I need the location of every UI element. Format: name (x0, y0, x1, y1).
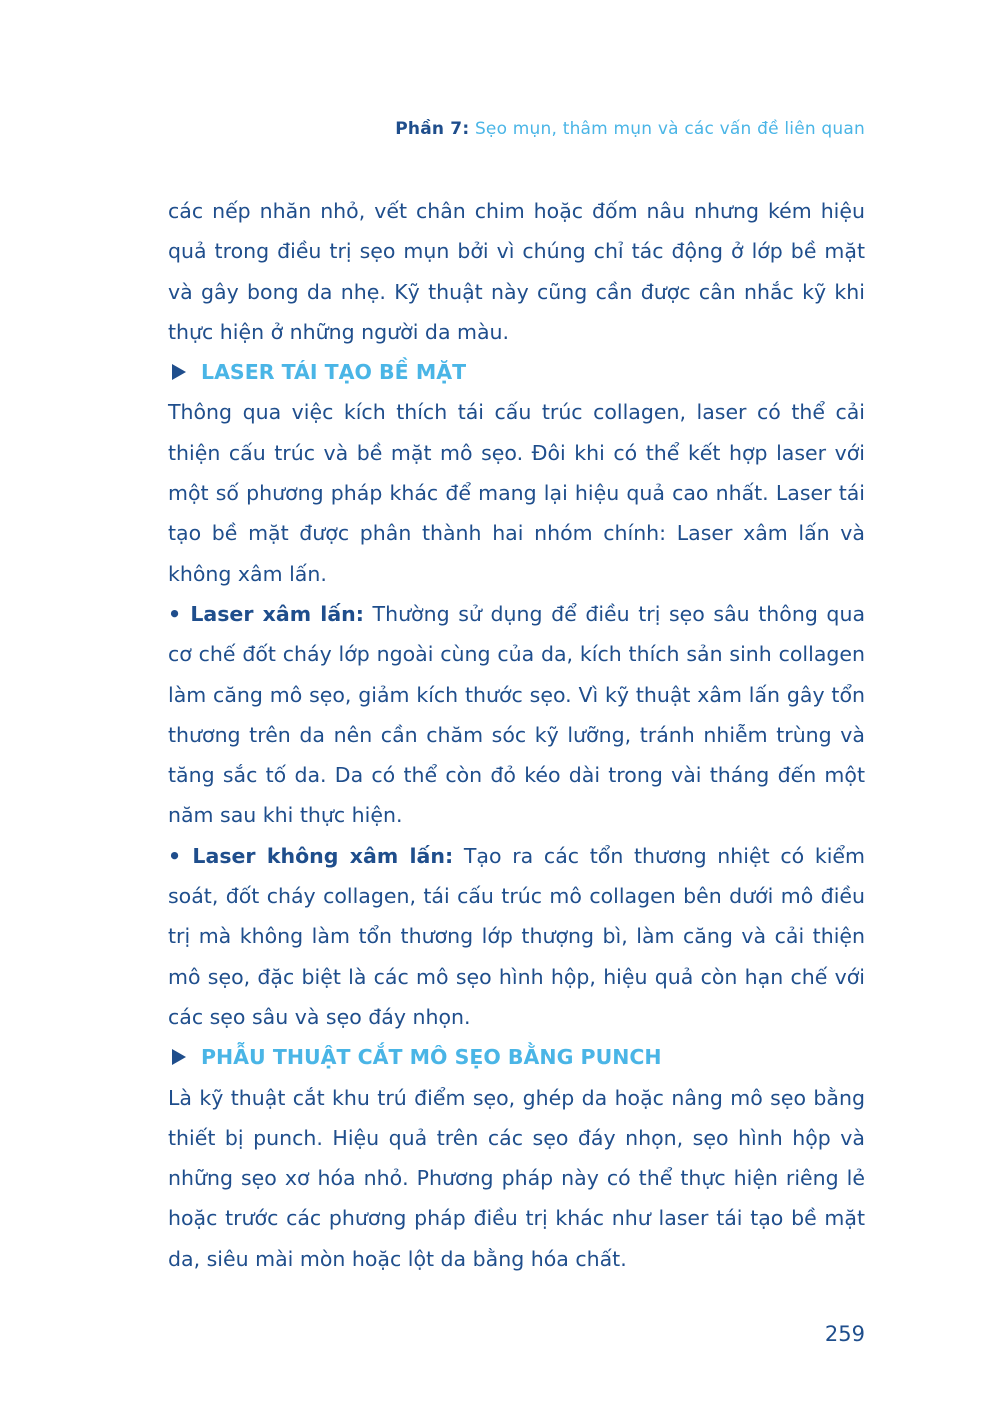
punch-excision-paragraph: Là kỹ thuật cắt khu trú điểm sẹo, ghép da hoặc nâng mô sẹo bằng thiết bị punch. Hiệu quả trên các sẹo đáy nhọn, sẹo hình hộp và những sẹo xơ hóa nhỏ. Phương pháp này có thể thực hiện riêng lẻ hoặc trước các phương pháp điều trị khác như laser tái tạo bề mặt da, siêu mài mòn hoặc lột da bằng hóa chất. (168, 1085, 865, 1271)
intro-paragraph: các nếp nhăn nhỏ, vết chân chim hoặc đốm nâu nhưng kém hiệu quả trong điều trị sẹo mụn bởi vì chúng chỉ tác động ở lớp bề mặt và gây bong da nhẹ. Kỹ thuật này cũng cần được cân nhắc kỹ khi thực hiện ở những người da màu. (168, 199, 865, 344)
section-heading-text: LASER TÁI TẠO BỀ MẶT (201, 360, 467, 385)
bullet-label: • Laser xâm lấn: (168, 601, 364, 626)
bullet-ablative-laser (168, 594, 865, 836)
page-number: 259 (824, 1322, 865, 1346)
section-heading-laser-resurfacing (168, 352, 865, 392)
section-heading-punch-excision (168, 1037, 865, 1077)
bullet-text: Thường sử dụng để điều trị sẹo sâu thông qua cơ chế đốt cháy lớp ngoài cùng của da, kích thích sản sinh collagen làm căng mô sẹo, giảm kích thước sẹo. Vì kỹ thuật xâm lấn gây tổn thương trên da nên cần chăm sóc kỹ lưỡng, tránh nhiễm trùng và tăng sắc tố da. Da có thể còn đỏ kéo dài trong vài tháng đến một năm sau khi thực hiện. (168, 601, 866, 828)
part-label: Phần 7: (395, 119, 470, 139)
section-heading-text: PHẪU THUẬT CẮT MÔ SẸO BẰNG PUNCH (201, 1045, 662, 1070)
triangle-bullet-icon (172, 364, 186, 380)
part-title: Sẹo mụn, thâm mụn và các vấn đề liên quan (474, 119, 865, 139)
bullet-non-ablative-laser (168, 836, 865, 1037)
laser-resurfacing-paragraph: Thông qua việc kích thích tái cấu trúc collagen, laser có thể cải thiện cấu trúc và bề mặt mô sẹo. Đôi khi có thể kết hợp laser với một số phương pháp khác để mang lại hiệu quả cao nhất. Laser tái tạo bề mặt được phân thành hai nhóm chính: Laser xâm lấn và không xâm lấn. (168, 400, 865, 586)
triangle-bullet-icon (172, 1049, 186, 1065)
bullet-label: • Laser không xâm lấn: (168, 843, 454, 868)
page-content (168, 191, 865, 1279)
running-header (395, 119, 865, 139)
bullet-text: Tạo ra các tổn thương nhiệt có kiểm soát, đốt cháy collagen, tái cấu trúc mô collagen bên dưới mô điều trị mà không làm tổn thương lớp thượng bì, làm căng và cải thiện mô sẹo, đặc biệt là các mô sẹo hình hộp, hiệu quả còn hạn chế với các sẹo sâu và sẹo đáy nhọn. (168, 843, 865, 1029)
